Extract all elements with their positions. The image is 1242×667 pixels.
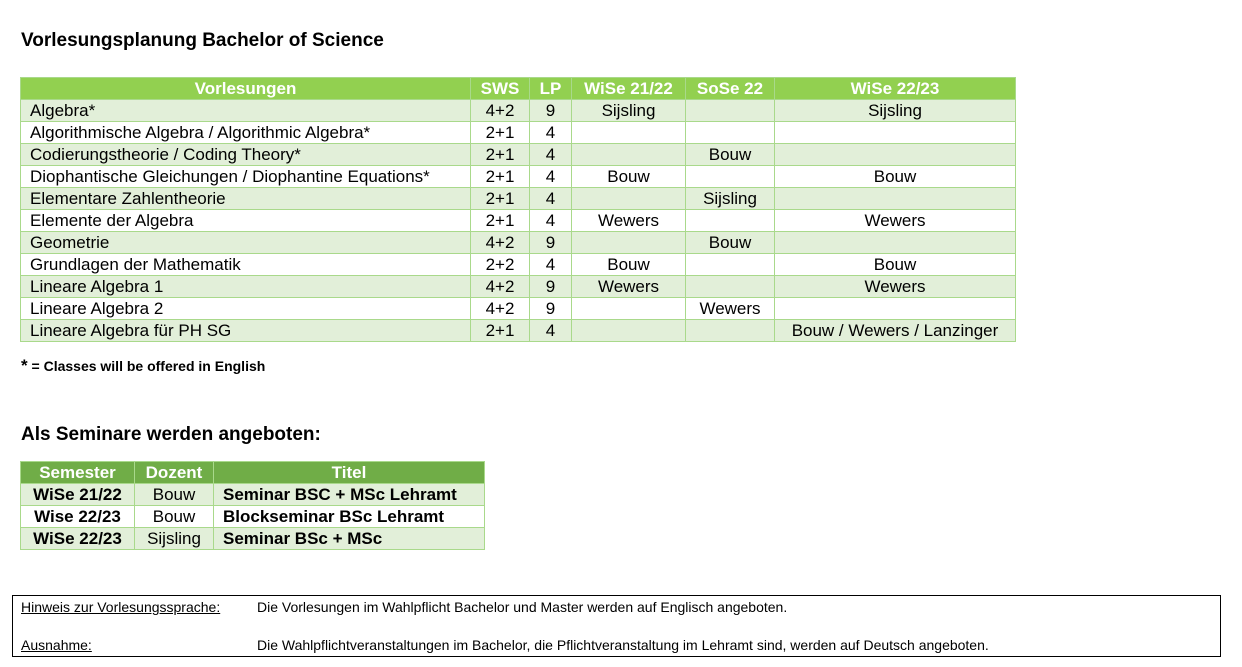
- lecture-sose-22: [686, 254, 775, 276]
- page-title: Vorlesungsplanung Bachelor of Science: [21, 30, 384, 51]
- lecture-sose-22: [686, 210, 775, 232]
- lecture-lp: 9: [530, 276, 572, 298]
- lecture-lp: 4: [530, 188, 572, 210]
- lecture-lp: 4: [530, 320, 572, 342]
- lecture-sws: 4+2: [471, 298, 530, 320]
- lecture-wise-22-23: Bouw / Wewers / Lanzinger: [775, 320, 1016, 342]
- lecture-wise-21-22: [572, 122, 686, 144]
- seminar-dozent: Bouw: [135, 484, 214, 506]
- lecture-sose-22: [686, 320, 775, 342]
- footnote-text: = Classes will be offered in English: [27, 358, 266, 374]
- seminar-semester: WiSe 21/22: [21, 484, 135, 506]
- lecture-row: [21, 232, 1016, 254]
- lecture-sws: 4+2: [471, 276, 530, 298]
- header-wise-22-23: WiSe 22/23: [775, 78, 1016, 100]
- lecture-wise-22-23: [775, 122, 1016, 144]
- lecture-wise-22-23: [775, 232, 1016, 254]
- seminar-row: [21, 528, 485, 550]
- lecture-row: [21, 144, 1016, 166]
- lecture-name: Elementare Zahlentheorie: [21, 188, 471, 210]
- header-sose-22: SoSe 22: [686, 78, 775, 100]
- lecture-wise-21-22: [572, 298, 686, 320]
- lecture-name: Algorithmische Algebra / Algorithmic Algebra*: [21, 122, 471, 144]
- lecture-wise-21-22: Bouw: [572, 254, 686, 276]
- lecture-lp: 4: [530, 144, 572, 166]
- lecture-wise-21-22: Wewers: [572, 210, 686, 232]
- seminar-table-body: [21, 484, 485, 550]
- header-wise-21-22: WiSe 21/22: [572, 78, 686, 100]
- lecture-wise-22-23: [775, 188, 1016, 210]
- lecture-name: Codierungstheorie / Coding Theory*: [21, 144, 471, 166]
- lecture-sose-22: [686, 166, 775, 188]
- lecture-sose-22: Bouw: [686, 232, 775, 254]
- lecture-wise-22-23: Wewers: [775, 210, 1016, 232]
- lecture-sose-22: Sijsling: [686, 188, 775, 210]
- seminar-dozent: Sijsling: [135, 528, 214, 550]
- seminar-row: [21, 506, 485, 528]
- lecture-lp: 9: [530, 298, 572, 320]
- lecture-sose-22: [686, 122, 775, 144]
- lecture-name: Grundlagen der Mathematik: [21, 254, 471, 276]
- lecture-wise-22-23: [775, 298, 1016, 320]
- seminar-table-header-row: [21, 462, 485, 484]
- seminar-titel: Blockseminar BSc Lehramt: [214, 506, 485, 528]
- lecture-table-body: [21, 100, 1016, 342]
- lecture-wise-22-23: Wewers: [775, 276, 1016, 298]
- lecture-name: Algebra*: [21, 100, 471, 122]
- header-lp: LP: [530, 78, 572, 100]
- lecture-sose-22: Wewers: [686, 298, 775, 320]
- seminar-titel: Seminar BSc + MSc: [214, 528, 485, 550]
- lecture-name: Lineare Algebra 1: [21, 276, 471, 298]
- lecture-wise-22-23: Bouw: [775, 166, 1016, 188]
- lecture-wise-21-22: [572, 144, 686, 166]
- header-titel: Titel: [214, 462, 485, 484]
- lecture-row: [21, 210, 1016, 232]
- lecture-lp: 4: [530, 210, 572, 232]
- seminar-section-title: Als Seminare werden angeboten:: [21, 424, 321, 445]
- lecture-lp: 9: [530, 232, 572, 254]
- footnote: [21, 356, 265, 376]
- lecture-lp: 9: [530, 100, 572, 122]
- hint-label-exception: Ausnahme:: [21, 637, 92, 653]
- lecture-sose-22: Bouw: [686, 144, 775, 166]
- lecture-name: Diophantische Gleichungen / Diophantine Equations*: [21, 166, 471, 188]
- lecture-sws: 2+2: [471, 254, 530, 276]
- lecture-row: [21, 122, 1016, 144]
- lecture-row: [21, 276, 1016, 298]
- lecture-wise-21-22: [572, 188, 686, 210]
- lecture-sws: 2+1: [471, 144, 530, 166]
- lecture-name: Elemente der Algebra: [21, 210, 471, 232]
- lecture-wise-22-23: Sijsling: [775, 100, 1016, 122]
- lecture-name: Lineare Algebra für PH SG: [21, 320, 471, 342]
- lecture-wise-21-22: Bouw: [572, 166, 686, 188]
- lecture-row: [21, 320, 1016, 342]
- lecture-table-header-row: [21, 78, 1016, 100]
- lecture-row: [21, 100, 1016, 122]
- seminar-semester: Wise 22/23: [21, 506, 135, 528]
- language-hint-box: [12, 595, 1221, 657]
- seminar-row: [21, 484, 485, 506]
- seminar-semester: WiSe 22/23: [21, 528, 135, 550]
- lecture-row: [21, 166, 1016, 188]
- lecture-wise-21-22: [572, 320, 686, 342]
- lecture-sose-22: [686, 100, 775, 122]
- lecture-wise-22-23: Bouw: [775, 254, 1016, 276]
- lecture-table: [20, 77, 1016, 342]
- header-vorlesungen: Vorlesungen: [21, 78, 471, 100]
- seminar-table: [20, 461, 485, 550]
- lecture-sose-22: [686, 276, 775, 298]
- lecture-row: [21, 254, 1016, 276]
- lecture-wise-21-22: Wewers: [572, 276, 686, 298]
- header-dozent: Dozent: [135, 462, 214, 484]
- lecture-wise-21-22: Sijsling: [572, 100, 686, 122]
- lecture-name: Lineare Algebra 2: [21, 298, 471, 320]
- lecture-sws: 2+1: [471, 122, 530, 144]
- seminar-titel: Seminar BSC + MSc Lehramt: [214, 484, 485, 506]
- hint-label-language: Hinweis zur Vorlesungssprache:: [21, 599, 221, 615]
- lecture-sws: 2+1: [471, 166, 530, 188]
- hint-text-exception: Die Wahlpflichtveranstaltungen im Bachelor, die Pflichtveranstaltung im Lehramt sind, werden auf Deutsch angeboten.: [257, 637, 989, 653]
- hint-text-language: Die Vorlesungen im Wahlpflicht Bachelor und Master werden auf Englisch angeboten.: [257, 599, 788, 615]
- lecture-sws: 4+2: [471, 232, 530, 254]
- header-sws: SWS: [471, 78, 530, 100]
- lecture-row: [21, 298, 1016, 320]
- seminar-dozent: Bouw: [135, 506, 214, 528]
- lecture-lp: 4: [530, 122, 572, 144]
- lecture-row: [21, 188, 1016, 210]
- lecture-wise-21-22: [572, 232, 686, 254]
- lecture-sws: 2+1: [471, 188, 530, 210]
- lecture-lp: 4: [530, 166, 572, 188]
- lecture-sws: 2+1: [471, 210, 530, 232]
- footnote-star: *: [21, 356, 28, 375]
- lecture-sws: 2+1: [471, 320, 530, 342]
- lecture-name: Geometrie: [21, 232, 471, 254]
- header-semester: Semester: [21, 462, 135, 484]
- lecture-sws: 4+2: [471, 100, 530, 122]
- lecture-lp: 4: [530, 254, 572, 276]
- lecture-wise-22-23: [775, 144, 1016, 166]
